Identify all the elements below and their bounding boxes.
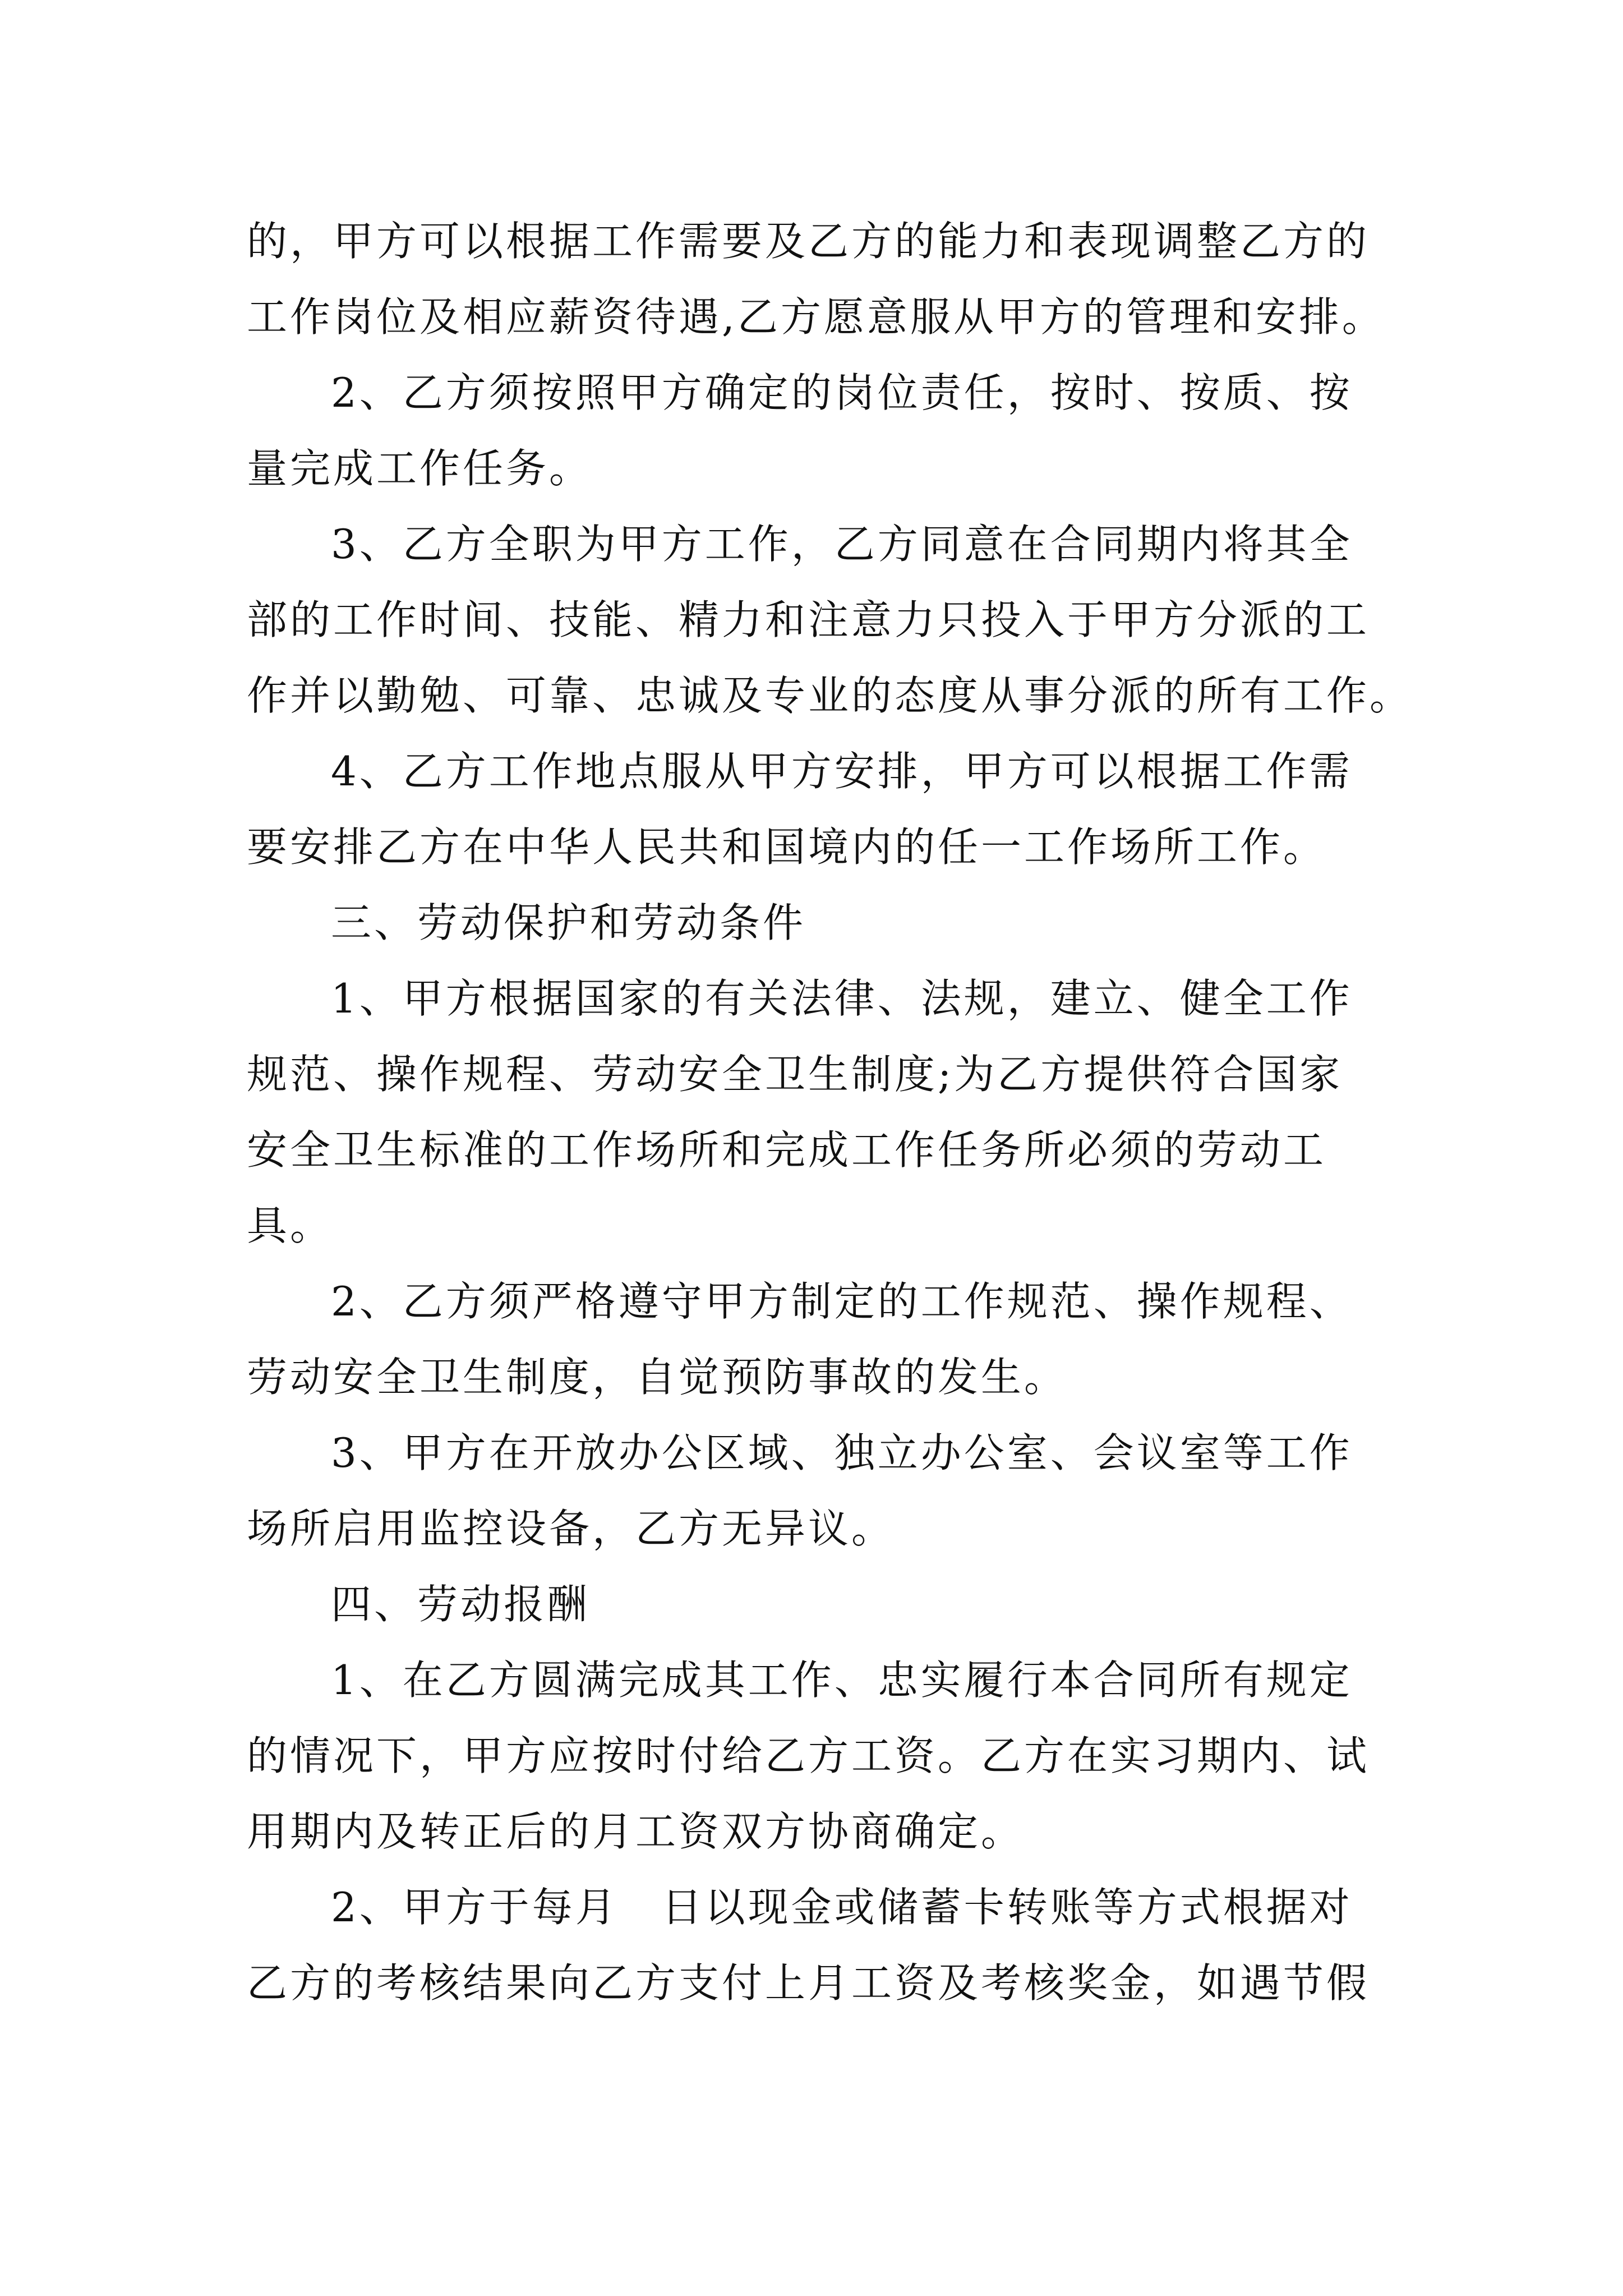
text-line: 用期内及转正后的月工资双方协商确定。 (247, 1808, 1025, 1855)
text-line: 1、甲方根据国家的有关法律、法规，建立、健全工作 (331, 975, 1353, 1022)
text-line: 劳动安全卫生制度，自觉预防事故的发生。 (247, 1354, 1068, 1401)
text-line: 工作岗位及相应薪资待遇,乙方愿意服从甲方的管理和安排。 (247, 293, 1385, 341)
text-line: 乙方的考核结果向乙方支付上月工资及考核奖金，如遇节假 (247, 1959, 1370, 2007)
text-line: 4、乙方工作地点服从甲方安排，甲方可以根据工作需 (331, 748, 1353, 795)
text-line: 作并以勤勉、可靠、忠诚及专业的态度从事分派的所有工作。 (247, 672, 1413, 719)
section-heading: 四、劳动报酬 (331, 1581, 591, 1628)
text-line: 规范、操作规程、劳动安全卫生制度;为乙方提供符合国家 (247, 1051, 1343, 1098)
text-line: 具。 (247, 1202, 334, 1249)
text-line: 2、乙方须严格遵守甲方制定的工作规范、操作规程、 (331, 1278, 1353, 1325)
text-line: 场所启用监控设备，乙方无异议。 (247, 1505, 895, 1552)
text-line: 1、在乙方圆满完成其工作、忠实履行本合同所有规定 (331, 1657, 1353, 1704)
text-line: 的情况下，甲方应按时付给乙方工资。乙方在实习期内、试 (247, 1732, 1370, 1779)
text-line: 要安排乙方在中华人民共和国境内的任一工作场所工作。 (247, 823, 1327, 871)
text-line: 的，甲方可以根据工作需要及乙方的能力和表现调整乙方的 (247, 218, 1370, 265)
text-line: 安全卫生标准的工作场所和完成工作任务所必须的劳动工 (247, 1126, 1327, 1174)
text-line: 2、乙方须按照甲方确定的岗位责任，按时、按质、按 (331, 369, 1353, 416)
section-heading: 三、劳动保护和劳动条件 (331, 899, 806, 946)
text-line: 3、甲方在开放办公区域、独立办公室、会议室等工作 (331, 1429, 1353, 1476)
text-line: 2、甲方于每月 日以现金或储蓄卡转账等方式根据对 (331, 1884, 1353, 1931)
text-line: 部的工作时间、技能、精力和注意力只投入于甲方分派的工 (247, 596, 1370, 643)
text-line: 量完成工作任务。 (247, 445, 593, 492)
text-line: 3、乙方全职为甲方工作，乙方同意在合同期内将其全 (331, 521, 1353, 568)
